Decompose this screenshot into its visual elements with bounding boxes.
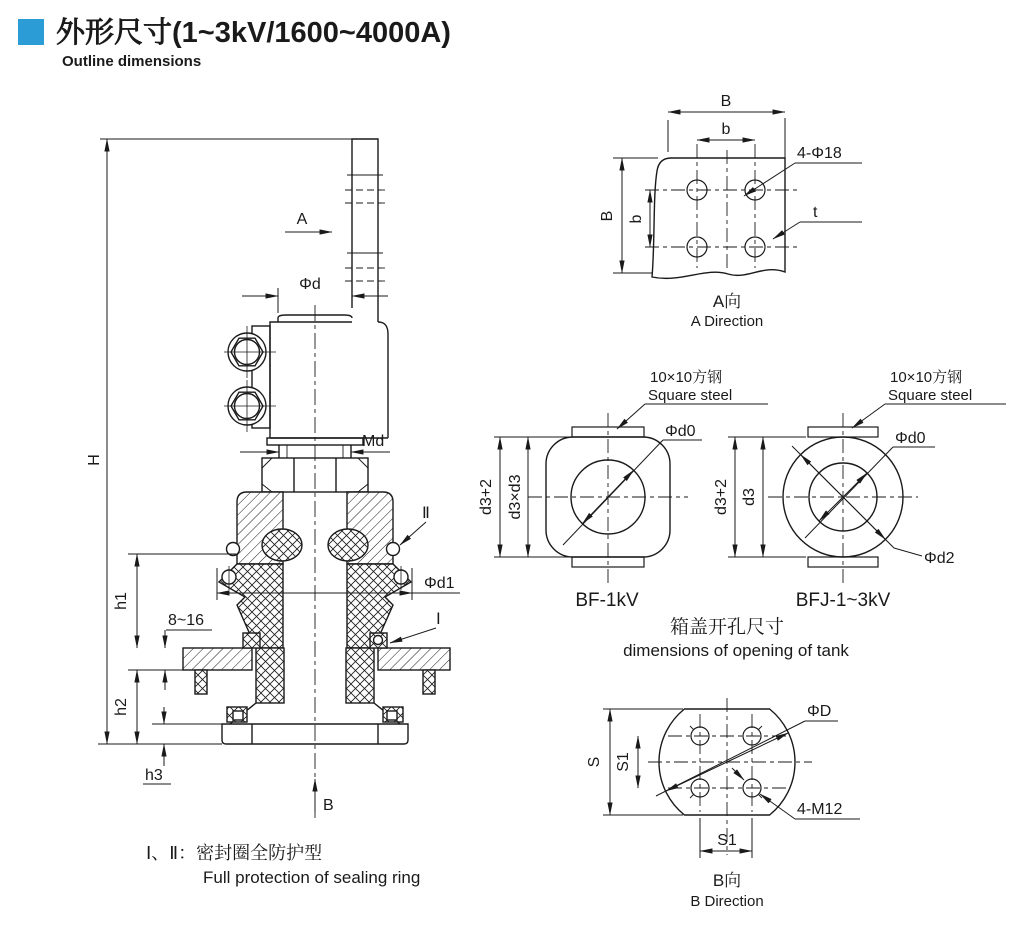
- bfj-caption: BFJ-1~3kV: [795, 590, 891, 611]
- bfj-note-en: Square steel: [888, 387, 973, 404]
- sleeve-right: [346, 648, 374, 703]
- bf-note-en: Square steel: [648, 387, 733, 404]
- bfj-dim-d0: Φd0: [895, 430, 926, 447]
- dim-label-phid: Φd: [299, 276, 321, 293]
- seal-gland-left: [262, 529, 302, 561]
- dim-label-Md: Md: [362, 433, 385, 450]
- sealing-ring-II-right: [387, 543, 400, 556]
- stud-left: [195, 670, 207, 694]
- view-arrow-B: B: [323, 797, 334, 814]
- seal-label-I: Ⅰ: [436, 611, 441, 628]
- seal-label-II: Ⅱ: [422, 505, 430, 522]
- b-dim-S: S: [586, 756, 603, 768]
- a-view-caption-zh: A向: [712, 292, 742, 311]
- b-dim-S1-horizontal: S1: [717, 832, 737, 849]
- dim-label-gap: 8~16: [168, 612, 205, 629]
- a-dim-thickness: t: [813, 204, 818, 221]
- a-dim-holes: 4-Φ18: [797, 145, 842, 162]
- a-view-caption-en: A Direction: [690, 313, 764, 330]
- bf-caption: BF-1kV: [575, 590, 639, 611]
- dim-label-h3: h3: [145, 767, 163, 784]
- bf-note-zh: 10×10方钢: [650, 369, 723, 386]
- bf-dim-square: d3×d3: [507, 474, 524, 520]
- view-arrow-A: A: [296, 211, 308, 228]
- b-dim-S1-vertical: S1: [615, 752, 632, 772]
- sealing-ring-I-left: [243, 633, 260, 648]
- bf-dim-outer: d3+2: [478, 478, 495, 516]
- title-bullet-square: [18, 19, 44, 45]
- dim-label-H: H: [86, 454, 103, 466]
- footnote-en: Full protection of sealing ring: [203, 868, 421, 887]
- b-dim-holes: 4-M12: [797, 801, 843, 818]
- tank-plate-right: [378, 648, 450, 670]
- bf-dim-d0: Φd0: [665, 423, 696, 440]
- dim-label-phid1: Φd1: [424, 575, 455, 592]
- b-view-caption-en: B Direction: [690, 893, 764, 910]
- bfj-note-zh: 10×10方钢: [890, 369, 963, 386]
- b-view-caption-zh: B向: [712, 871, 742, 890]
- stud-right: [423, 670, 435, 694]
- bfj-dim-inner: d3: [741, 488, 758, 506]
- a-dim-b-height: b: [628, 214, 645, 224]
- bfj-dim-outer: d3+2: [713, 478, 730, 516]
- tank-plate-left: [183, 648, 252, 670]
- a-dim-B-width: B: [720, 93, 732, 110]
- footnote-zh: Ⅰ、Ⅱ：密封圈全防护型: [146, 843, 323, 863]
- a-dim-B-height: B: [599, 210, 616, 222]
- dim-label-h2: h2: [113, 698, 130, 716]
- dim-label-h1: h1: [113, 592, 130, 610]
- bfj-dim-d2: Φd2: [924, 550, 955, 567]
- page-title: 外形尺寸(1~3kV/1600~4000A): [56, 17, 451, 49]
- page-subtitle: Outline dimensions: [62, 53, 202, 70]
- b-dim-D: ΦD: [807, 703, 832, 720]
- sleeve-left: [256, 648, 284, 703]
- seal-gland-right: [328, 529, 368, 561]
- a-dim-b-width: b: [721, 121, 731, 138]
- tank-opening-caption-zh: 箱盖开孔尺寸: [669, 617, 785, 638]
- tank-opening-caption-en: dimensions of opening of tank: [623, 641, 849, 660]
